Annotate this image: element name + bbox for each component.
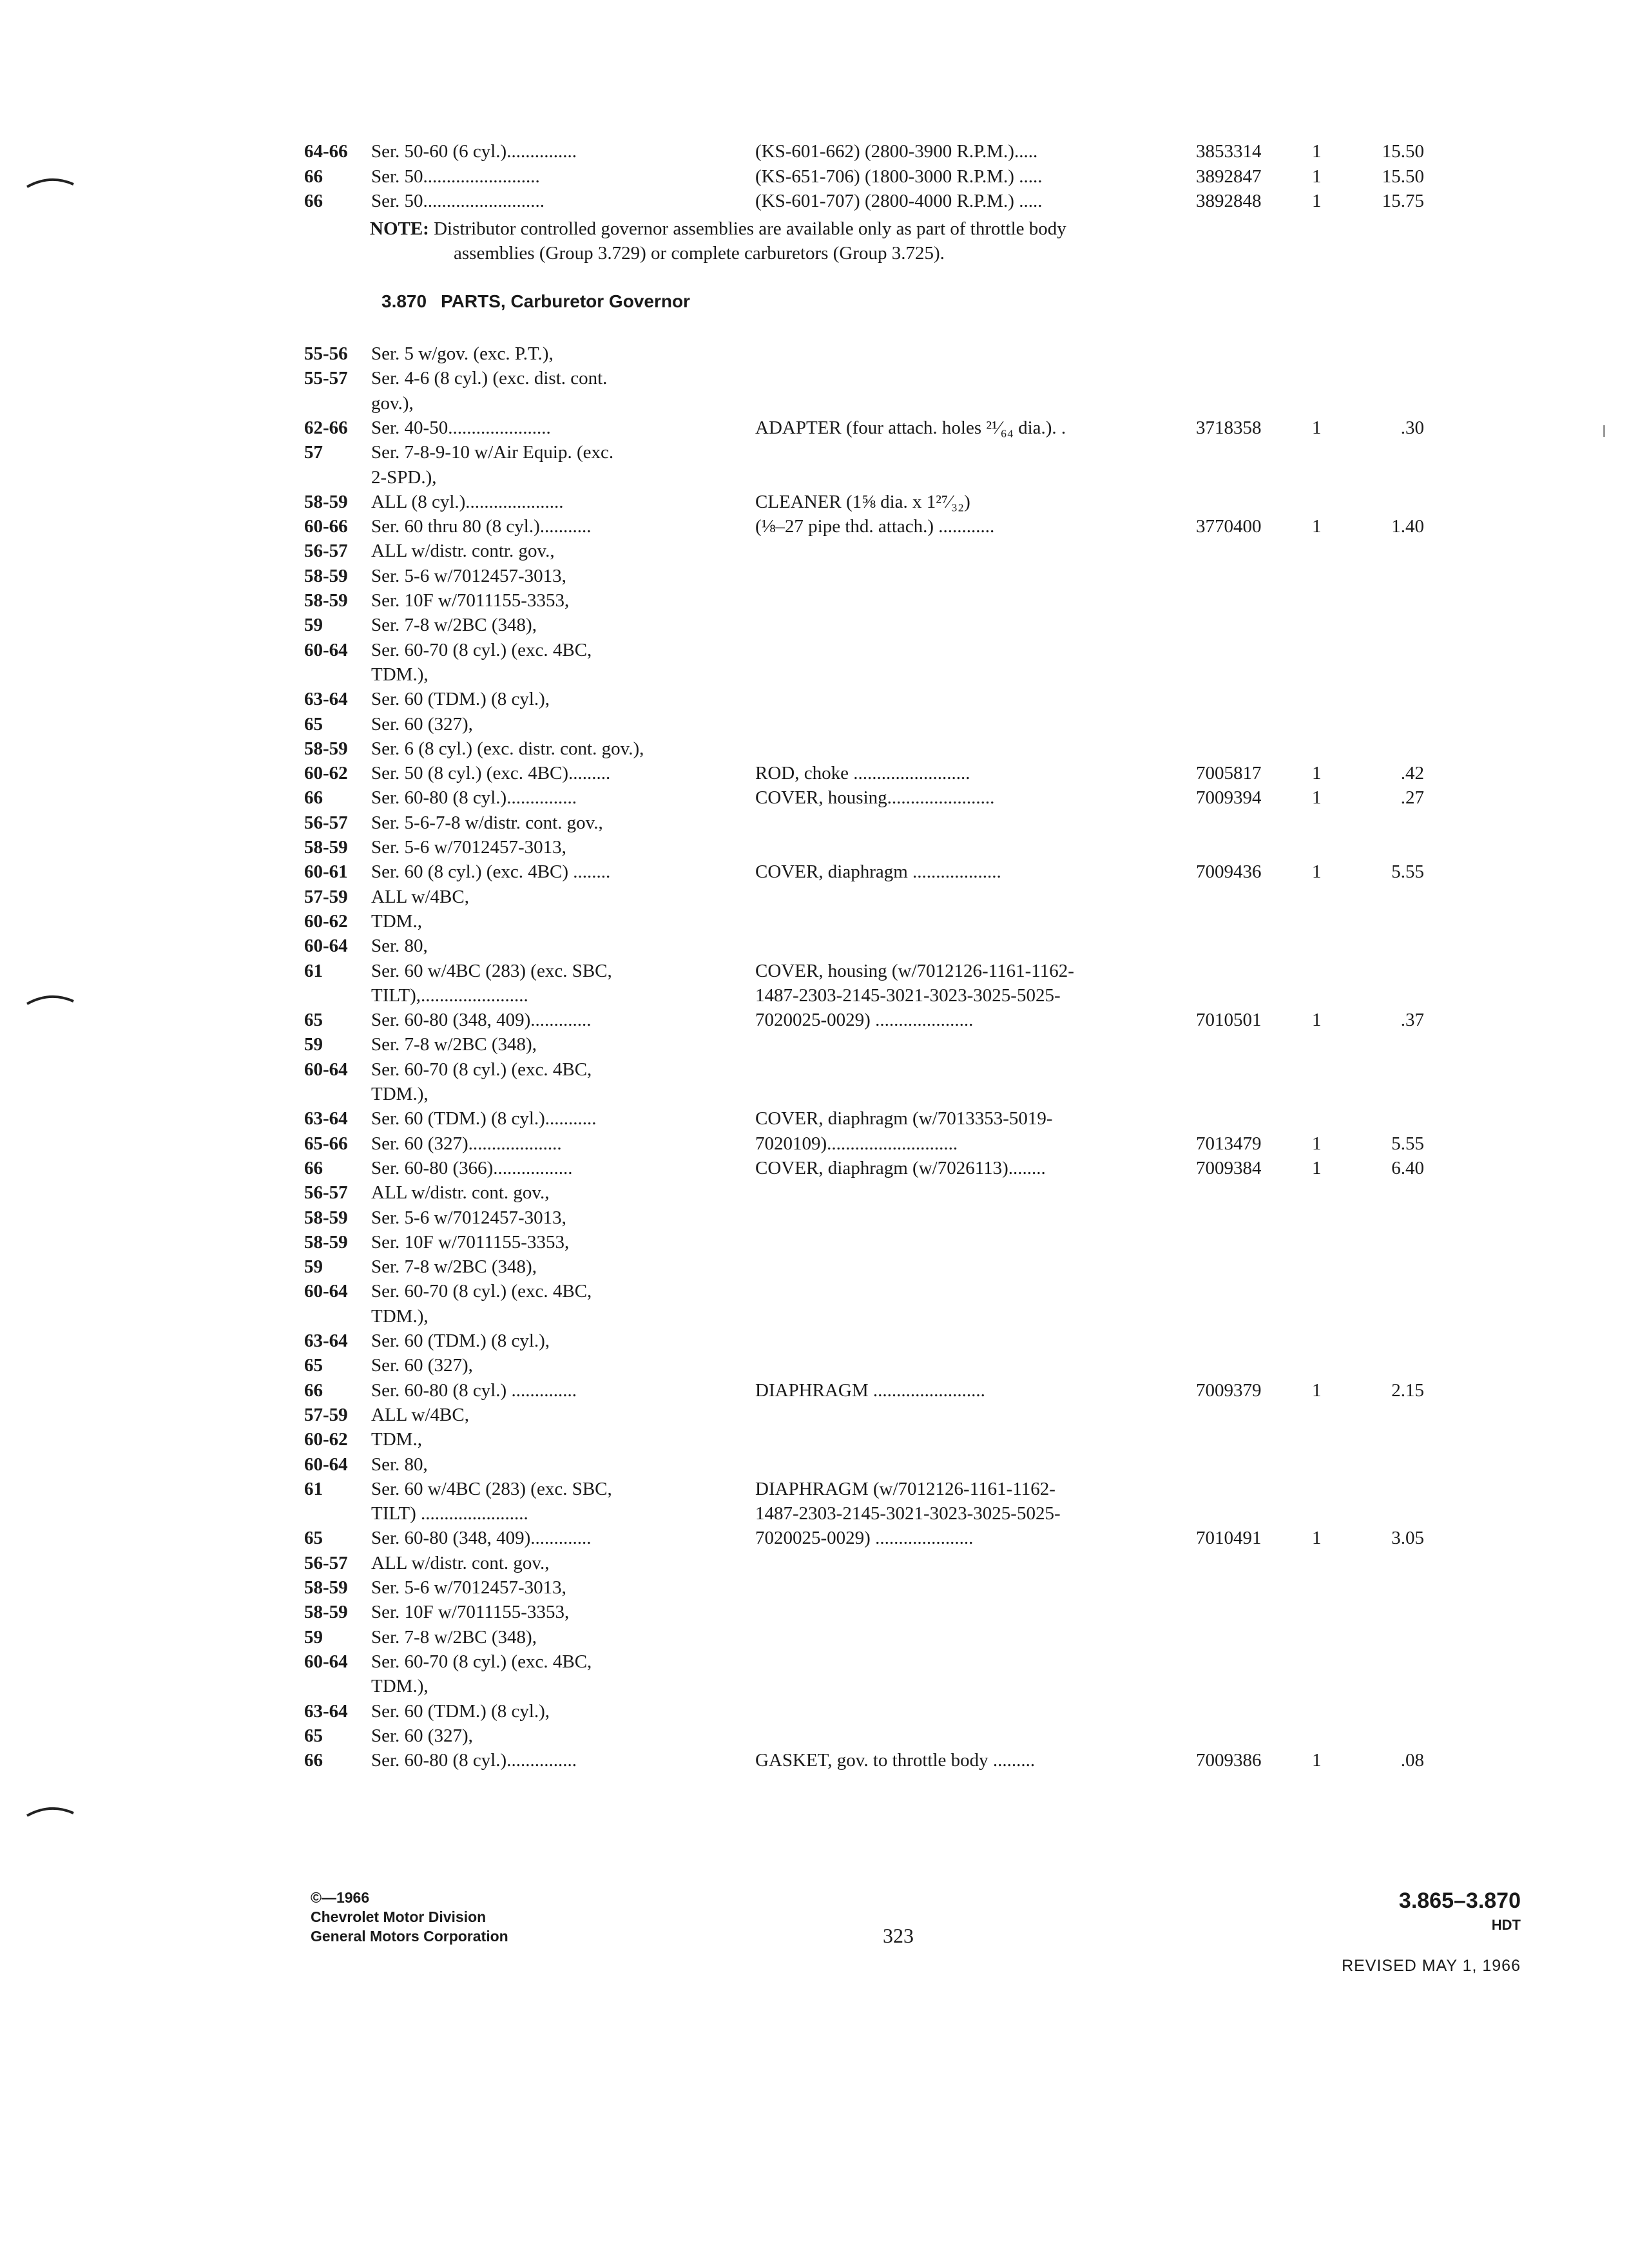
quantity: 1 bbox=[1312, 1010, 1322, 1031]
series-text: Ser. 60 w/4BC (283) (exc. SBC, bbox=[371, 960, 612, 981]
year-range: 58-59 bbox=[304, 1577, 348, 1598]
part-number: 3892848 bbox=[1196, 191, 1262, 211]
quantity: 1 bbox=[1312, 1133, 1322, 1154]
price: 15.50 bbox=[1382, 166, 1424, 187]
table-row bbox=[0, 638, 1629, 662]
quantity: 1 bbox=[1312, 516, 1322, 537]
series-text: Ser. 60-70 (8 cyl.) (exc. 4BC, bbox=[371, 1651, 592, 1672]
year-range: 60-64 bbox=[304, 639, 348, 660]
corporation-name: General Motors Corporation bbox=[311, 1928, 508, 1945]
series-text: ALL (8 cyl.)..................... bbox=[371, 491, 564, 512]
part-description: COVER, diaphragm (w/7026113)........ bbox=[755, 1157, 1046, 1178]
table-row bbox=[0, 885, 1629, 909]
quantity: 1 bbox=[1312, 191, 1322, 211]
series-text: Ser. 60-80 (348, 409)............. bbox=[371, 1528, 592, 1549]
part-description: (KS-601-707) (2800-4000 R.P.M.) ..... bbox=[755, 191, 1043, 211]
year-range: 59 bbox=[304, 1626, 323, 1648]
year-range: 64-66 bbox=[304, 141, 348, 162]
part-description: (KS-651-706) (1800-3000 R.P.M.) ..... bbox=[755, 166, 1043, 187]
quantity: 1 bbox=[1312, 417, 1322, 438]
year-range: 60-61 bbox=[304, 861, 348, 883]
table-row bbox=[0, 1206, 1629, 1230]
year-range: 66 bbox=[304, 1750, 323, 1771]
series-text: Ser. 5-6 w/7012457-3013, bbox=[371, 565, 566, 586]
series-text: Ser. 5-6 w/7012457-3013, bbox=[371, 1577, 566, 1598]
table-row bbox=[0, 1057, 1629, 1082]
year-range: 63-64 bbox=[304, 1700, 348, 1722]
year-range: 56-57 bbox=[304, 812, 348, 833]
year-range: 61 bbox=[304, 960, 323, 981]
series-text: Ser. 10F w/7011155-3353, bbox=[371, 1602, 570, 1623]
series-text: Ser. 60 (327).................... bbox=[371, 1133, 562, 1154]
part-description: 7020109)............................ bbox=[755, 1133, 958, 1154]
table-row bbox=[0, 1329, 1629, 1353]
series-text: ALL w/4BC, bbox=[371, 886, 469, 907]
year-range: 57 bbox=[304, 442, 323, 463]
year-range: 60-66 bbox=[304, 516, 348, 537]
year-range: 58-59 bbox=[304, 565, 348, 586]
series-text: Ser. 5-6-7-8 w/distr. cont. gov., bbox=[371, 812, 603, 833]
price: .30 bbox=[1400, 417, 1424, 438]
part-description: (KS-601-662) (2800-3900 R.P.M.)..... bbox=[755, 141, 1038, 162]
year-range: 65 bbox=[304, 1528, 323, 1549]
series-text: Ser. 5-6 w/7012457-3013, bbox=[371, 1207, 566, 1228]
table-row bbox=[0, 662, 1629, 687]
table-row bbox=[0, 1551, 1629, 1575]
table-row bbox=[0, 1032, 1629, 1057]
year-range: 59 bbox=[304, 1256, 323, 1278]
part-number: 7010491 bbox=[1196, 1528, 1262, 1549]
table-row bbox=[0, 613, 1629, 637]
series-text: Ser. 60 (327), bbox=[371, 1355, 473, 1376]
table-row bbox=[0, 391, 1629, 416]
year-range: 60-64 bbox=[304, 1059, 348, 1080]
part-description: DIAPHRAGM (w/7012126-1161-1162- bbox=[755, 1478, 1055, 1499]
series-text: ALL w/distr. cont. gov., bbox=[371, 1552, 550, 1573]
part-number: 7009394 bbox=[1196, 787, 1262, 809]
table-row bbox=[0, 588, 1629, 613]
table-row bbox=[0, 1156, 1629, 1180]
table-row bbox=[0, 1477, 1629, 1501]
year-range: 56-57 bbox=[304, 1552, 348, 1573]
table-row bbox=[0, 1378, 1629, 1403]
section-title: PARTS, Carburetor Governor bbox=[441, 291, 690, 311]
series-text: Ser. 10F w/7011155-3353, bbox=[371, 1231, 570, 1253]
price: 5.55 bbox=[1391, 1133, 1424, 1154]
table-row bbox=[0, 687, 1629, 711]
part-number: 7013479 bbox=[1196, 1133, 1262, 1154]
series-text: Ser. 60 (TDM.) (8 cyl.), bbox=[371, 1700, 550, 1722]
series-text: Ser. 60 (TDM.) (8 cyl.)........... bbox=[371, 1108, 597, 1129]
part-description: ROD, choke ......................... bbox=[755, 763, 970, 784]
table-row bbox=[0, 761, 1629, 785]
year-range: 63-64 bbox=[304, 689, 348, 710]
year-range: 55-56 bbox=[304, 343, 348, 364]
quantity: 1 bbox=[1312, 1750, 1322, 1771]
table-row bbox=[0, 1279, 1629, 1303]
part-description: 7020025-0029) ..................... bbox=[755, 1528, 974, 1549]
year-range: 58-59 bbox=[304, 491, 348, 512]
table-row bbox=[0, 564, 1629, 588]
year-range: 65 bbox=[304, 1355, 323, 1376]
series-text: TDM.), bbox=[371, 664, 429, 685]
table-row bbox=[0, 1649, 1629, 1674]
quantity: 1 bbox=[1312, 763, 1322, 784]
table-row bbox=[0, 440, 1629, 465]
punch-hole-mark bbox=[24, 1798, 76, 1823]
series-text: TDM., bbox=[371, 910, 422, 932]
year-range: 59 bbox=[304, 615, 323, 636]
quantity: 1 bbox=[1312, 166, 1322, 187]
series-text: Ser. 7-8 w/2BC (348), bbox=[371, 1034, 537, 1055]
note-text-2: assemblies (Group 3.729) or complete carburetors (Group 3.725). bbox=[454, 243, 945, 264]
year-range: 60-62 bbox=[304, 910, 348, 932]
part-description: COVER, housing....................... bbox=[755, 787, 995, 809]
series-text: gov.), bbox=[371, 392, 414, 414]
series-text: Ser. 60-70 (8 cyl.) (exc. 4BC, bbox=[371, 1059, 592, 1080]
year-range: 58-59 bbox=[304, 590, 348, 611]
price: 15.50 bbox=[1382, 141, 1424, 162]
table-row bbox=[0, 139, 1629, 164]
table-row bbox=[0, 1452, 1629, 1477]
price: 6.40 bbox=[1391, 1157, 1424, 1178]
series-text: Ser. 80, bbox=[371, 1454, 428, 1475]
table-row bbox=[0, 416, 1629, 440]
series-text: 2-SPD.), bbox=[371, 466, 437, 488]
year-range: 65-66 bbox=[304, 1133, 348, 1154]
table-row bbox=[0, 860, 1629, 884]
series-text: Ser. 60-80 (8 cyl.) .............. bbox=[371, 1379, 577, 1401]
year-range: 60-62 bbox=[304, 763, 348, 784]
copyright: ©—1966 bbox=[311, 1889, 370, 1906]
series-text: Ser. 60-80 (8 cyl.)............... bbox=[371, 1750, 577, 1771]
series-text: Ser. 60 (TDM.) (8 cyl.), bbox=[371, 689, 550, 710]
series-text: Ser. 80, bbox=[371, 936, 428, 957]
year-range: 58-59 bbox=[304, 1602, 348, 1623]
part-description: COVER, housing (w/7012126-1161-1162- bbox=[755, 960, 1074, 981]
series-text: Ser. 40-50...................... bbox=[371, 417, 551, 438]
series-text: TILT) ....................... bbox=[371, 1503, 528, 1524]
table-row bbox=[0, 1501, 1629, 1526]
price: 3.05 bbox=[1391, 1528, 1424, 1549]
group-range: 3.865–3.870 bbox=[1398, 1888, 1521, 1913]
table-row bbox=[0, 1106, 1629, 1131]
part-number: 3892847 bbox=[1196, 166, 1262, 187]
series-text: Ser. 60 w/4BC (283) (exc. SBC, bbox=[371, 1478, 612, 1499]
part-number: 7009386 bbox=[1196, 1750, 1262, 1771]
table-row bbox=[0, 465, 1629, 490]
quantity: 1 bbox=[1312, 1528, 1322, 1549]
series-text: Ser. 50-60 (6 cyl.)............... bbox=[371, 141, 577, 162]
part-number: 3853314 bbox=[1196, 141, 1262, 162]
series-text: Ser. 7-8 w/2BC (348), bbox=[371, 1256, 537, 1278]
part-number: 3718358 bbox=[1196, 417, 1262, 438]
table-row bbox=[0, 1254, 1629, 1279]
quantity: 1 bbox=[1312, 861, 1322, 883]
quantity: 1 bbox=[1312, 1379, 1322, 1401]
table-row bbox=[0, 1180, 1629, 1205]
table-row bbox=[0, 1131, 1629, 1156]
series-text: Ser. 60 thru 80 (8 cyl.)........... bbox=[371, 516, 592, 537]
part-description: CLEANER (1⅝ dia. x 1²⁷⁄₃₂) bbox=[755, 491, 970, 512]
price: .27 bbox=[1400, 787, 1424, 809]
series-text: ALL w/4BC, bbox=[371, 1404, 469, 1425]
publisher-block bbox=[311, 1888, 508, 1946]
series-text: Ser. 60-80 (348, 409)............. bbox=[371, 1010, 592, 1031]
table-row bbox=[0, 1600, 1629, 1624]
price: .08 bbox=[1400, 1750, 1424, 1771]
book-code: HDT bbox=[1491, 1917, 1521, 1933]
note-text-1: Distributor controlled governor assemblies are available only as part of throttle body bbox=[434, 218, 1066, 239]
series-text: Ser. 60 (8 cyl.) (exc. 4BC) ........ bbox=[371, 861, 611, 883]
part-description: DIAPHRAGM ........................ bbox=[755, 1379, 985, 1401]
series-text: Ser. 60 (327), bbox=[371, 1725, 473, 1746]
series-text: Ser. 60 (327), bbox=[371, 713, 473, 735]
table-row bbox=[0, 934, 1629, 958]
series-text: Ser. 7-8 w/2BC (348), bbox=[371, 1626, 537, 1648]
table-row bbox=[0, 736, 1629, 761]
series-text: Ser. 7-8-9-10 w/Air Equip. (exc. bbox=[371, 442, 614, 463]
price: .42 bbox=[1400, 763, 1424, 784]
series-text: ALL w/distr. cont. gov., bbox=[371, 1182, 550, 1204]
table-row bbox=[0, 1526, 1629, 1550]
year-range: 66 bbox=[304, 1157, 323, 1178]
year-range: 60-62 bbox=[304, 1429, 348, 1450]
table-row bbox=[0, 1403, 1629, 1427]
table-row bbox=[0, 514, 1629, 539]
part-description: 1487-2303-2145-3021-3023-3025-5025- bbox=[755, 1503, 1061, 1524]
year-range: 56-57 bbox=[304, 1182, 348, 1204]
table-row bbox=[0, 490, 1629, 514]
price: 15.75 bbox=[1382, 191, 1424, 211]
year-range: 63-64 bbox=[304, 1108, 348, 1129]
section-heading bbox=[381, 291, 690, 312]
table-row bbox=[0, 1082, 1629, 1106]
price: 2.15 bbox=[1391, 1379, 1424, 1401]
series-text: Ser. 50 (8 cyl.) (exc. 4BC)......... bbox=[371, 763, 611, 784]
year-range: 65 bbox=[304, 1725, 323, 1746]
part-number: 3770400 bbox=[1196, 516, 1262, 537]
series-text: Ser. 50.......................... bbox=[371, 191, 545, 211]
year-range: 57-59 bbox=[304, 1404, 348, 1425]
series-text: Ser. 60-70 (8 cyl.) (exc. 4BC, bbox=[371, 1281, 592, 1302]
series-text: Ser. 50......................... bbox=[371, 166, 540, 187]
table-row bbox=[0, 1674, 1629, 1698]
part-number: 7005817 bbox=[1196, 763, 1262, 784]
year-range: 65 bbox=[304, 1010, 323, 1031]
table-row bbox=[0, 712, 1629, 736]
series-text: Ser. 5-6 w/7012457-3013, bbox=[371, 837, 566, 858]
year-range: 66 bbox=[304, 166, 323, 187]
series-text: Ser. 60-80 (8 cyl.)............... bbox=[371, 787, 577, 809]
series-text: TDM.), bbox=[371, 1084, 429, 1104]
year-range: 63-64 bbox=[304, 1331, 348, 1351]
year-range: 60-64 bbox=[304, 1454, 348, 1475]
table-row bbox=[0, 1625, 1629, 1649]
quantity: 1 bbox=[1312, 787, 1322, 809]
year-range: 55-57 bbox=[304, 368, 348, 389]
year-range: 60-64 bbox=[304, 1651, 348, 1672]
table-row bbox=[0, 366, 1629, 390]
table-row bbox=[0, 785, 1629, 810]
quantity: 1 bbox=[1312, 141, 1322, 162]
year-range: 60-64 bbox=[304, 1281, 348, 1302]
series-text: Ser. 60 (TDM.) (8 cyl.), bbox=[371, 1331, 550, 1351]
series-text: TDM.), bbox=[371, 1305, 429, 1327]
year-range: 58-59 bbox=[304, 837, 348, 858]
series-text: Ser. 5 w/gov. (exc. P.T.), bbox=[371, 343, 554, 364]
year-range: 58-59 bbox=[304, 738, 348, 759]
part-description: COVER, diaphragm (w/7013353-5019- bbox=[755, 1108, 1053, 1129]
table-row bbox=[0, 909, 1629, 934]
series-text: TILT),....................... bbox=[371, 985, 528, 1006]
quantity: 1 bbox=[1312, 1157, 1322, 1178]
series-text: Ser. 7-8 w/2BC (348), bbox=[371, 615, 537, 636]
table-row bbox=[0, 1353, 1629, 1378]
table-row bbox=[0, 983, 1629, 1008]
year-range: 66 bbox=[304, 191, 323, 211]
series-text: Ser. 60-70 (8 cyl.) (exc. 4BC, bbox=[371, 639, 592, 660]
table-row bbox=[0, 164, 1629, 189]
division-name: Chevrolet Motor Division bbox=[311, 1908, 487, 1925]
year-range: 62-66 bbox=[304, 417, 348, 438]
year-range: 60-64 bbox=[304, 936, 348, 957]
table-row bbox=[0, 1575, 1629, 1600]
part-description: COVER, diaphragm ................... bbox=[755, 861, 1001, 883]
table-row bbox=[0, 1748, 1629, 1773]
part-number: 7009384 bbox=[1196, 1157, 1262, 1178]
note-label: NOTE: bbox=[370, 218, 429, 239]
year-range: 65 bbox=[304, 713, 323, 735]
series-text: Ser. 6 (8 cyl.) (exc. distr. cont. gov.), bbox=[371, 738, 644, 759]
part-description: 1487-2303-2145-3021-3023-3025-5025- bbox=[755, 985, 1061, 1006]
revision-date: REVISED MAY 1, 1966 bbox=[1342, 1957, 1521, 1975]
series-text: TDM., bbox=[371, 1429, 422, 1450]
year-range: 57-59 bbox=[304, 886, 348, 907]
series-text: ALL w/distr. contr. gov., bbox=[371, 541, 555, 562]
table-row bbox=[0, 1427, 1629, 1452]
year-range: 61 bbox=[304, 1478, 323, 1499]
part-number: 7009436 bbox=[1196, 861, 1262, 883]
group-block bbox=[1342, 1887, 1521, 1977]
series-text: Ser. 4-6 (8 cyl.) (exc. dist. cont. bbox=[371, 368, 608, 389]
part-description: 7020025-0029) ..................... bbox=[755, 1010, 974, 1031]
part-description: ADAPTER (four attach. holes ²¹⁄₆₄ dia.). . bbox=[755, 417, 1066, 438]
table-row bbox=[0, 811, 1629, 835]
table-row bbox=[0, 1230, 1629, 1254]
price: 5.55 bbox=[1391, 861, 1424, 883]
table-row bbox=[0, 1699, 1629, 1724]
part-number: 7010501 bbox=[1196, 1010, 1262, 1031]
year-range: 66 bbox=[304, 1379, 323, 1401]
series-text: Ser. 60-80 (366)................. bbox=[371, 1157, 573, 1178]
table-row bbox=[0, 1724, 1629, 1748]
section-number: 3.870 bbox=[381, 291, 427, 311]
table-row bbox=[0, 959, 1629, 983]
price: 1.40 bbox=[1391, 516, 1424, 537]
table-row bbox=[0, 189, 1629, 213]
part-description: (⅛–27 pipe thd. attach.) ............ bbox=[755, 516, 995, 537]
table-row bbox=[0, 539, 1629, 563]
part-description: GASKET, gov. to throttle body ......... bbox=[755, 1750, 1036, 1771]
table-row bbox=[0, 1008, 1629, 1032]
part-number: 7009379 bbox=[1196, 1379, 1262, 1401]
table-row bbox=[0, 341, 1629, 366]
price: .37 bbox=[1400, 1010, 1424, 1031]
year-range: 58-59 bbox=[304, 1231, 348, 1253]
year-range: 66 bbox=[304, 787, 323, 809]
series-text: Ser. 10F w/7011155-3353, bbox=[371, 590, 570, 611]
table-row bbox=[0, 1304, 1629, 1329]
year-range: 59 bbox=[304, 1034, 323, 1055]
page-number: 323 bbox=[883, 1924, 914, 1947]
year-range: 58-59 bbox=[304, 1207, 348, 1228]
year-range: 56-57 bbox=[304, 541, 348, 562]
note-line-1 bbox=[370, 216, 1066, 241]
series-text: TDM.), bbox=[371, 1676, 429, 1697]
table-row bbox=[0, 835, 1629, 860]
